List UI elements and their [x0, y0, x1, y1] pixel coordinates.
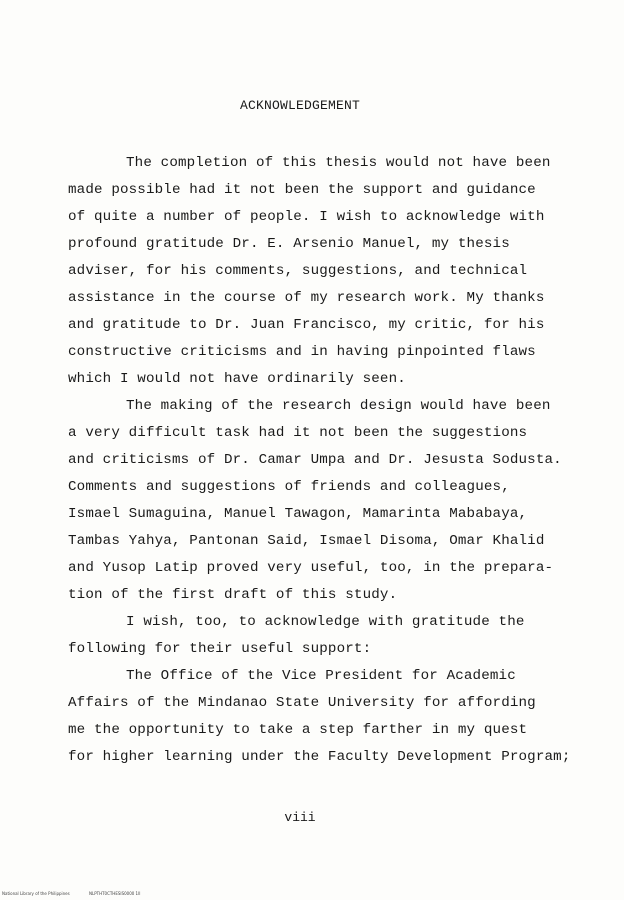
text-line: Ismael Sumaguina, Manuel Tawagon, Mamarinta Mababaya,	[68, 506, 528, 522]
text-line: The making of the research design would have been	[126, 398, 551, 414]
page-number: viii	[284, 810, 316, 825]
text-line: The Office of the Vice President for Academic	[126, 668, 516, 684]
text-line: profound gratitude Dr. E. Arsenio Manuel, my thesis	[68, 236, 510, 252]
text-line: a very difficult task had it not been the suggestions	[68, 425, 528, 441]
text-line: Comments and suggestions of friends and colleagues,	[68, 479, 510, 495]
microfilm-footer	[2, 891, 158, 896]
text-line: which I would not have ordinarily seen.	[68, 371, 406, 387]
text-line: Affairs of the Mindanao State University for affording	[68, 695, 536, 711]
text-line: I wish, too, to acknowledge with gratitude the	[126, 614, 525, 630]
text-line: and Yusop Latip proved very useful, too, in the prepara-	[68, 560, 554, 576]
text-line: adviser, for his comments, suggestions, and technical	[68, 263, 528, 279]
text-line: Tambas Yahya, Pantonan Said, Ismael Disoma, Omar Khalid	[68, 533, 545, 549]
text-line: assistance in the course of my research work. My thanks	[68, 290, 545, 306]
text-line: The completion of this thesis would not have been	[126, 155, 551, 171]
page-title: ACKNOWLEDGEMENT	[239, 98, 361, 113]
text-line: and criticisms of Dr. Camar Umpa and Dr. Jesusta Sodusta.	[68, 452, 562, 468]
text-line: for higher learning under the Faculty Development Program;	[68, 749, 571, 765]
text-line: tion of the first draft of this study.	[68, 587, 398, 603]
text-line: me the opportunity to take a step farther in my quest	[68, 722, 528, 738]
text-line: following for their useful support:	[68, 641, 372, 657]
microfilm-label: National Library of the Philippines	[2, 891, 70, 896]
text-line: constructive criticisms and in having pinpointed flaws	[68, 344, 536, 360]
text-line: made possible had it not been the support and guidance	[68, 182, 536, 198]
microfilm-code: NLPTHT0CTHESIS0000 1lI	[89, 891, 141, 896]
text-line: and gratitude to Dr. Juan Francisco, my critic, for his	[68, 317, 545, 333]
text-line: of quite a number of people. I wish to acknowledge with	[68, 209, 545, 225]
